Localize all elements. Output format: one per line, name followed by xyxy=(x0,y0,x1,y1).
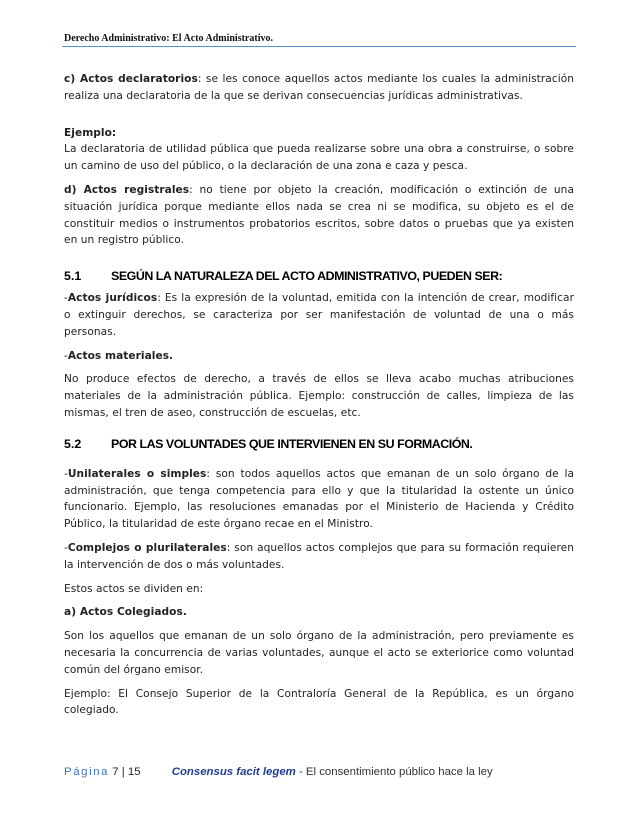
running-header: Derecho Administrativo: El Acto Administrativo. xyxy=(64,33,273,44)
paragraph-actos-declaratorios xyxy=(64,71,574,105)
paragraph-complejos xyxy=(64,540,574,574)
heading-5-1-title: SEGÚN LA NATURALEZA DEL ACTO ADMINISTRATIVO, PUEDEN SER: xyxy=(111,269,503,284)
term-unilaterales: Unilaterales o simples xyxy=(67,467,207,480)
page-content xyxy=(64,71,574,719)
heading-5-2-number: 5.2 xyxy=(64,436,82,451)
paragraph-actos-colegiados-label: a) Actos Colegiados. xyxy=(64,606,187,619)
paragraph-actos-materiales: No produce efectos de derecho, a través de ellos se lleva acabo muchas atribuciones materiales de la administración pública. Ejemplo: construcción de calles, limpieza de las mismas, el tren de aseo, construcción de escuelas, etc. xyxy=(64,373,574,419)
text-actos-juridicos: : Es la expresión de la voluntad, emitida con la intención de crear, modificar o extinguir derechos, se caracteriza por ser manifestación de voluntad de una o más personas. xyxy=(64,292,574,338)
paragraph-ejemplo: La declaratoria de utilidad pública que pueda realizarse sobre una obra a construirse, o sobre un camino de uso del público, o la declaración de una zona e caza y pesca. xyxy=(64,143,574,173)
text-unilaterales: : son todos aquellos actos que emanan de un solo órgano de la administración, que tenga competencia para ello y que la titularidad la ostente un único funcionario. Ejemplo, las resoluciones emanadas por el Ministerio de Hacienda y Crédito Público, la titularidad de este órgano recae en el Ministro. xyxy=(64,467,575,531)
term-complejos: Complejos o plurilaterales xyxy=(67,541,227,554)
text-complejos: : son aquellos actos complejos que para su formación requieren la intervención de dos o más voluntades. xyxy=(64,541,574,571)
footer-page-label: Página xyxy=(64,766,110,778)
paragraph-actos-materiales-label xyxy=(64,348,574,365)
page-footer xyxy=(64,766,493,778)
heading-5-2-title: POR LAS VOLUNTADES QUE INTERVIENEN EN SU FORMACIÓN. xyxy=(111,436,473,451)
paragraph-dividen: Estos actos se dividen en: xyxy=(64,582,204,595)
paragraph-actos-juridicos xyxy=(64,290,574,340)
footer-page-number: 7 | 15 xyxy=(112,766,141,778)
paragraph-actos-colegiados: Son los aquellos que emanan de un solo órgano de la administración, pero previamente es necesaria la concurrencia de varias voluntades, aunque el acto se exteriorice como voluntad común del órgano emisor. xyxy=(64,630,574,676)
dash-unilaterales: - xyxy=(64,467,68,480)
footer-motto-latin: Consensus facit legem xyxy=(171,766,296,778)
paragraph-ejemplo-contraloria: Ejemplo: El Consejo Superior de la Contraloría General de la República, es un órgano colegiado. xyxy=(64,687,574,717)
term-actos-registrales: d) Actos registrales xyxy=(64,183,190,196)
text-actos-registrales: : no tiene por objeto la creación, modificación o extinción de una situación jurídica porque mediante ellos nada se crea ni se modifica, su objeto es el de constituir medios o instrumentos probatorios escritos, sobre datos o pruebas que ya existen en un registro público. xyxy=(64,183,574,247)
term-actos-declaratorios: c) Actos declaratorios xyxy=(64,73,198,85)
paragraph-actos-registrales xyxy=(64,182,574,249)
dash-complejos: - xyxy=(64,541,68,554)
heading-5-1 xyxy=(64,269,574,283)
footer-motto-rest: - El consentimiento público hace la ley xyxy=(295,766,493,778)
text-actos-declaratorios: : se les conoce aquellos actos mediante los cuales la administración realiza una declaratoria de la que se derivan consecuencias jurídicas administrativas. xyxy=(64,73,574,102)
heading-5-2 xyxy=(64,437,574,451)
header-rule xyxy=(62,46,576,47)
term-actos-materiales: Actos materiales. xyxy=(67,349,174,362)
paragraph-unilaterales xyxy=(64,466,574,533)
heading-5-1-number: 5.1 xyxy=(64,269,82,284)
dash-actos-materiales: - xyxy=(64,349,68,362)
dash-actos-juridicos: - xyxy=(64,292,68,305)
paragraph-ejemplo-label: Ejemplo: xyxy=(64,126,117,139)
term-actos-juridicos: Actos jurídicos xyxy=(67,292,158,305)
footer-motto xyxy=(172,766,493,778)
